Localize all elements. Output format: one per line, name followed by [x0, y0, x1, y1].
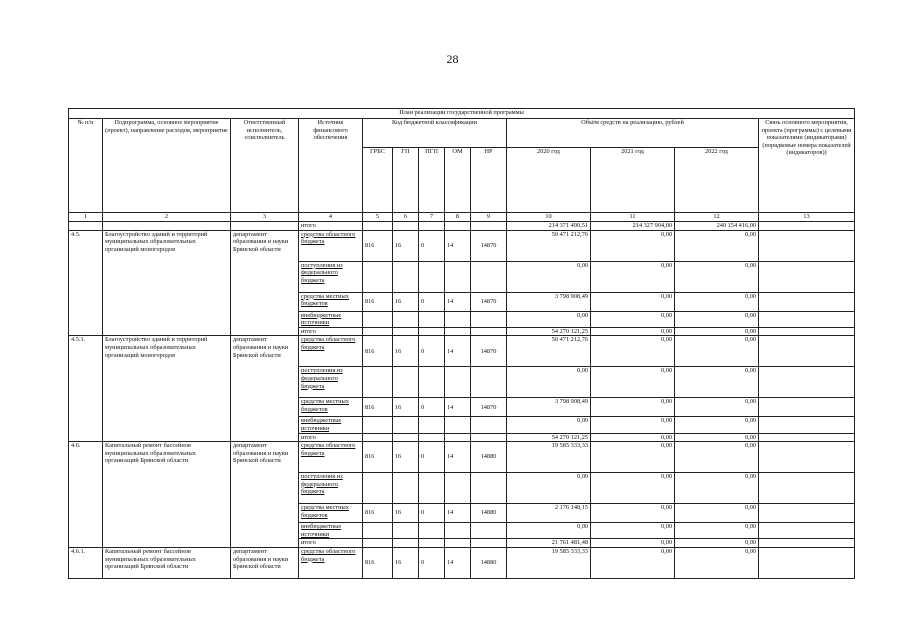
code-gp	[393, 327, 419, 336]
indicator-link	[759, 504, 855, 523]
code-pgp	[419, 367, 445, 398]
code-gp: 16	[393, 442, 419, 473]
code-pgp	[419, 539, 445, 548]
row-program: Благоустройство зданий и территорий муниципальных образовательных организаций моногородов	[103, 230, 231, 336]
code-pgp: 0	[419, 547, 445, 578]
code-pgp	[419, 327, 445, 336]
code-gp	[393, 261, 419, 292]
value-2021: 0,00	[591, 367, 675, 398]
indicator-link	[759, 230, 855, 261]
row-number: 4.6.1.	[69, 547, 103, 578]
value-2020: 0,00	[507, 261, 591, 292]
code-om	[445, 473, 471, 504]
code-gp: 16	[393, 336, 419, 367]
value-2022: 0,00	[675, 523, 759, 539]
table-row	[69, 230, 855, 261]
value-2021: 0,00	[591, 292, 675, 311]
value-2020: 50 471 212,76	[507, 230, 591, 261]
value-2022: 0,00	[675, 473, 759, 504]
code-grbs: 816	[363, 292, 393, 311]
code-om	[445, 433, 471, 442]
plan-table-wrapper	[68, 108, 852, 579]
value-2020: 54 270 121,25	[507, 433, 591, 442]
row-number: 4.5.1.	[69, 336, 103, 442]
value-2021: 0,00	[591, 442, 675, 473]
value-2022: 0,00	[675, 261, 759, 292]
code-grbs	[363, 417, 393, 433]
code-pgp	[419, 523, 445, 539]
row-program: Капитальный ремонт бассейнов муниципальных образовательных организаций Брянской области	[103, 442, 231, 548]
value-2021: 0,00	[591, 398, 675, 417]
code-nr	[471, 367, 507, 398]
value-2021: 0,00	[591, 504, 675, 523]
value-2020: 19 585 333,33	[507, 442, 591, 473]
code-grbs	[363, 311, 393, 327]
source-regional: средства областного бюджета	[299, 442, 363, 473]
code-om	[445, 327, 471, 336]
code-om: 14	[445, 230, 471, 261]
header-volume-group: Объём средств на реализацию, рублей	[507, 119, 759, 148]
indicator-link	[759, 398, 855, 417]
table-row	[69, 442, 855, 473]
code-grbs: 816	[363, 336, 393, 367]
header-link: Связь основного мероприятия, проекта (программы) с целевыми показателями (индикаторами) (порядковые номера показателей (индикаторов))	[759, 119, 855, 213]
indicator-link	[759, 311, 855, 327]
code-om	[445, 539, 471, 548]
value-2021: 0,00	[591, 523, 675, 539]
indicator-link	[759, 292, 855, 311]
code-gp	[393, 473, 419, 504]
value-2022: 0,00	[675, 539, 759, 548]
value-2022: 0,00	[675, 336, 759, 367]
code-gp: 16	[393, 547, 419, 578]
value-2021: 0,00	[591, 433, 675, 442]
code-gp: 16	[393, 292, 419, 311]
code-gp	[393, 311, 419, 327]
col-number: 5	[363, 213, 393, 222]
col-number: 10	[507, 213, 591, 222]
code-grbs	[363, 327, 393, 336]
code-pgp	[419, 417, 445, 433]
header-num: № п/п	[69, 119, 103, 213]
col-number: 3	[231, 213, 299, 222]
source-local: средства местных бюджетов	[299, 504, 363, 523]
code-gp	[393, 539, 419, 548]
value-2022: 0,00	[675, 398, 759, 417]
header-2021: 2021 год	[591, 148, 675, 213]
source-total: итого	[299, 433, 363, 442]
header-nr: НР	[471, 148, 507, 213]
col-number: 4	[299, 213, 363, 222]
value-2021: 0,00	[591, 311, 675, 327]
indicator-link	[759, 417, 855, 433]
source-extrabudget: внебюджетные источники	[299, 417, 363, 433]
value-2022: 0,00	[675, 292, 759, 311]
source-federal: поступления из федерального бюджета	[299, 261, 363, 292]
top-total-row	[69, 222, 855, 231]
value-2021: 0,00	[591, 547, 675, 578]
value-2022: 0,00	[675, 327, 759, 336]
code-nr	[471, 523, 507, 539]
code-nr	[471, 327, 507, 336]
header-program: Подпрограмма, основное мероприятие (проект), направление расходов, мероприятие	[103, 119, 231, 213]
col-number: 2	[103, 213, 231, 222]
code-gp	[393, 367, 419, 398]
indicator-link	[759, 523, 855, 539]
value-2022: 0,00	[675, 417, 759, 433]
row-number: 4.6.	[69, 442, 103, 548]
value-2021: 0,00	[591, 230, 675, 261]
row-number: 4.5.	[69, 230, 103, 336]
value-2021: 0,00	[591, 539, 675, 548]
value-2022: 0,00	[675, 547, 759, 578]
value-2021: 0,00	[591, 473, 675, 504]
value-2020: 54 270 121,25	[507, 327, 591, 336]
source-federal: поступления из федерального бюджета	[299, 473, 363, 504]
code-nr: 14880	[471, 504, 507, 523]
code-pgp: 0	[419, 230, 445, 261]
total-2022: 240 154 416,00	[675, 222, 759, 231]
col-number: 1	[69, 213, 103, 222]
code-grbs	[363, 433, 393, 442]
value-2022: 0,00	[675, 504, 759, 523]
code-grbs: 816	[363, 442, 393, 473]
code-gp	[393, 433, 419, 442]
value-2022: 0,00	[675, 367, 759, 398]
code-pgp: 0	[419, 292, 445, 311]
value-2021: 0,00	[591, 336, 675, 367]
source-regional: средства областного бюджета	[299, 336, 363, 367]
code-grbs: 816	[363, 230, 393, 261]
code-nr: 14870	[471, 398, 507, 417]
code-om: 14	[445, 504, 471, 523]
code-om	[445, 311, 471, 327]
row-executor: департамент образования и науки Брянской области	[231, 336, 299, 442]
code-pgp	[419, 261, 445, 292]
value-2020: 3 798 908,49	[507, 398, 591, 417]
code-grbs	[363, 367, 393, 398]
header-grbs: ГРБС	[363, 148, 393, 213]
indicator-link	[759, 547, 855, 578]
value-2021: 0,00	[591, 261, 675, 292]
source-regional: средства областного бюджета	[299, 547, 363, 578]
code-nr	[471, 311, 507, 327]
code-om: 14	[445, 442, 471, 473]
col-number: 11	[591, 213, 675, 222]
code-pgp: 0	[419, 442, 445, 473]
code-grbs: 816	[363, 547, 393, 578]
code-pgp	[419, 473, 445, 504]
table-row	[69, 336, 855, 367]
value-2022: 0,00	[675, 433, 759, 442]
value-2022: 0,00	[675, 311, 759, 327]
header-2020: 2020 год	[507, 148, 591, 213]
total-label: итого	[299, 222, 363, 231]
column-number-row	[69, 213, 855, 222]
source-local: средства местных бюджетов	[299, 398, 363, 417]
value-2022: 0,00	[675, 230, 759, 261]
source-total: итого	[299, 327, 363, 336]
code-grbs	[363, 473, 393, 504]
col-number: 9	[471, 213, 507, 222]
value-2020: 0,00	[507, 417, 591, 433]
value-2020: 0,00	[507, 311, 591, 327]
indicator-link	[759, 367, 855, 398]
table-row	[69, 547, 855, 578]
code-nr	[471, 539, 507, 548]
value-2020: 0,00	[507, 473, 591, 504]
header-source: Источник финансового обеспечения	[299, 119, 363, 213]
value-2021: 0,00	[591, 417, 675, 433]
col-number: 7	[419, 213, 445, 222]
code-grbs	[363, 523, 393, 539]
code-nr: 14880	[471, 442, 507, 473]
code-nr: 14880	[471, 547, 507, 578]
code-om	[445, 417, 471, 433]
value-2020: 0,00	[507, 367, 591, 398]
value-2020: 3 798 908,49	[507, 292, 591, 311]
col-number: 12	[675, 213, 759, 222]
indicator-link	[759, 473, 855, 504]
code-om	[445, 367, 471, 398]
code-om	[445, 523, 471, 539]
value-2022: 0,00	[675, 442, 759, 473]
value-2021: 0,00	[591, 327, 675, 336]
header-om: ОМ	[445, 148, 471, 213]
code-grbs	[363, 539, 393, 548]
header-2022: 2022 год	[675, 148, 759, 213]
value-2020: 19 585 333,33	[507, 547, 591, 578]
code-nr	[471, 433, 507, 442]
header-gp: ГП	[393, 148, 419, 213]
source-federal: поступления из федерального бюджета	[299, 367, 363, 398]
code-nr	[471, 473, 507, 504]
code-nr	[471, 417, 507, 433]
indicator-link	[759, 336, 855, 367]
code-grbs	[363, 261, 393, 292]
indicator-link	[759, 433, 855, 442]
source-extrabudget: внебюджетные источники	[299, 523, 363, 539]
header-executor: Ответственный исполнитель, соисполнитель	[231, 119, 299, 213]
code-om: 14	[445, 292, 471, 311]
code-om: 14	[445, 336, 471, 367]
code-om	[445, 261, 471, 292]
code-gp	[393, 417, 419, 433]
source-extrabudget: внебюджетные источники	[299, 311, 363, 327]
col-number: 13	[759, 213, 855, 222]
page-number: 28	[446, 52, 459, 66]
col-number: 6	[393, 213, 419, 222]
indicator-link	[759, 539, 855, 548]
code-om: 14	[445, 547, 471, 578]
value-2020: 21 761 481,48	[507, 539, 591, 548]
code-grbs: 816	[363, 504, 393, 523]
code-pgp	[419, 311, 445, 327]
code-nr: 14870	[471, 230, 507, 261]
source-total: итого	[299, 539, 363, 548]
code-grbs: 816	[363, 398, 393, 417]
value-2020: 0,00	[507, 523, 591, 539]
code-nr: 14870	[471, 336, 507, 367]
code-om: 14	[445, 398, 471, 417]
row-program: Благоустройство зданий и территорий муниципальных образовательных организаций моногородов	[103, 336, 231, 442]
value-2020: 50 471 212,76	[507, 336, 591, 367]
row-program: Капитальный ремонт бассейнов муниципальных образовательных организаций Брянской области	[103, 547, 231, 578]
row-executor: департамент образования и науки Брянской области	[231, 230, 299, 336]
code-pgp: 0	[419, 504, 445, 523]
indicator-link	[759, 442, 855, 473]
code-gp: 16	[393, 398, 419, 417]
code-pgp	[419, 433, 445, 442]
code-nr: 14870	[471, 292, 507, 311]
row-executor: департамент образования и науки Брянской области	[231, 547, 299, 578]
total-2021: 214 327 904,00	[591, 222, 675, 231]
code-gp	[393, 523, 419, 539]
source-local: средства местных бюджетов	[299, 292, 363, 311]
code-nr	[471, 261, 507, 292]
col-number: 8	[445, 213, 471, 222]
total-2020: 214 371 490,51	[507, 222, 591, 231]
code-pgp: 0	[419, 336, 445, 367]
indicator-link	[759, 261, 855, 292]
row-executor: департамент образования и науки Брянской области	[231, 442, 299, 548]
code-pgp: 0	[419, 398, 445, 417]
table-title: План реализации государственной программы	[69, 109, 855, 119]
source-regional: средства областного бюджета	[299, 230, 363, 261]
code-gp: 16	[393, 230, 419, 261]
code-gp: 16	[393, 504, 419, 523]
header-code-group: Код бюджетной классификации	[363, 119, 507, 148]
plan-table	[68, 108, 855, 579]
indicator-link	[759, 327, 855, 336]
header-pgp: ПГП	[419, 148, 445, 213]
value-2020: 2 176 148,15	[507, 504, 591, 523]
